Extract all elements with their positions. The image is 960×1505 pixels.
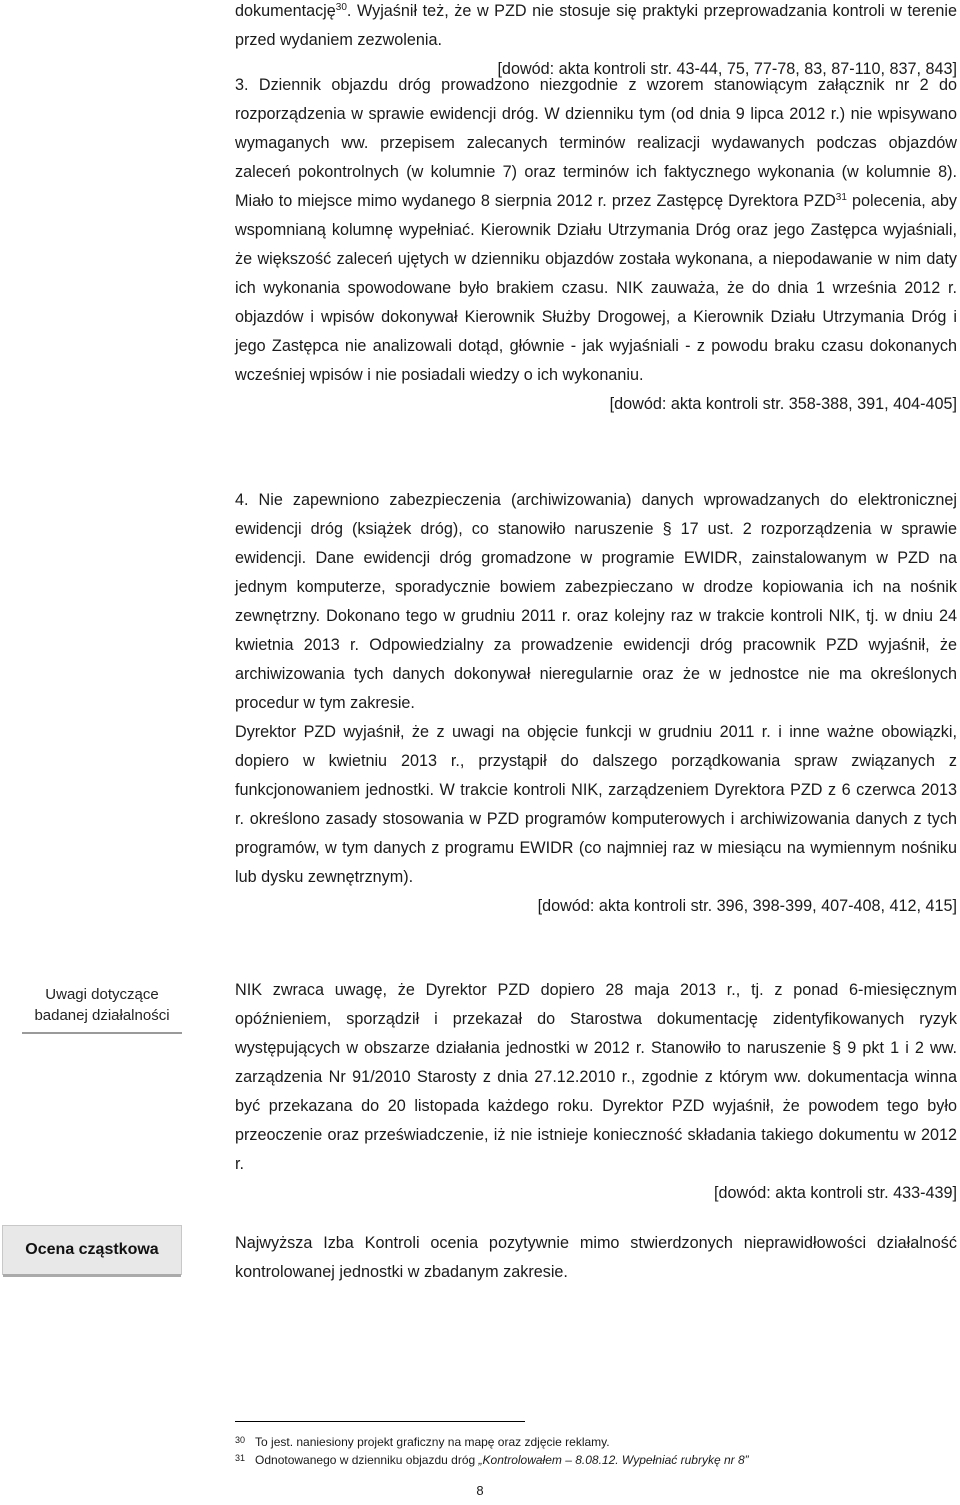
evidence-reference: [dowód: akta kontroli str. 358-388, 391, 404-405] xyxy=(609,395,957,413)
paragraph: Dyrektor PZD wyjaśnił, że z uwagi na objęcie funkcji w grudniu 2011 r. i inne ważne obowiązki, dopiero w kwietniu 2013 r., przystąpił do dalszego porządkowania spraw związanych z funkcjonowaniem jednostki. W trakcie kontroli NIK, zarządzeniem Dyrektora PZD z 6 czerwca 2013 r. określono zasady stosowania w PZD programów komputerowych i archiwizowania danych z tych programów, w tym danych z programu EWIDR (co najmniej raz w miesiącu na wymiennym nośniku lub dysku zewnętrznym). xyxy=(235,723,957,886)
footnote-30: $^{30}$ To jest. naniesiony projekt graficzny na mapę oraz zdjęcie reklamy. xyxy=(235,1435,610,1449)
paragraph: 4. Nie zapewniono zabezpieczenia (archiwizowania) danych wprowadzanych do elektronicznej ewidencji dróg (książek dróg), co stanowiło naruszenie § 17 ust. 2 rozporządzenia w sprawie ewidencji. Dane ewidencji dróg gromadzone w programie EWIDR, zainstalowanym w PZD na jednym komputerze, sporadycznie bowiem zabezpieczano w drodze kopiowania ich na nośnik zewnętrzny. Dokonano tego w grudniu 2011 r. oraz kolejny raz w trakcie kontroli NIK, tj. w dniu 24 kwietnia 2013 r. Odpowiedzialny za prowadzenie ewidencji dróg pracownik PZD wyjaśnił, że archiwizowania tych danych dokonywał nieregularnie oraz że w jednostce nie ma określonych procedur w tym zakresie. xyxy=(235,491,957,712)
paragraph: 3. Dziennik objazdu dróg prowadzono niezgodnie z wzorem stanowiącym załącznik nr 2 do rozporządzenia w sprawie ewidencji dróg. W dzienniku tym (od dnia 9 lipca 2012 r.) nie wpisywano wymaganych ww. przepisem zalecanych terminów realizacji wydawanych podczas objazdów zaleceń pokontrolnych (w kolumnie 7) oraz terminów ich faktycznego wykonania (w kolumnie 8). Miało to miejsce mimo wydanego 8 sierpnia 2012 r. przez Zastępcę Dyrektora PZD$^{31}$ polecenia, aby wspomnianą kolumnę wypełniać. Kierownik Działu Utrzymania Dróg oraz jego Zastępca wyjaśniali, że większość zaleceń ujętych w dzienniku objazdów została wykonana, a niepodawanie w nim daty ich wykonania spowodowane było brakiem czasu. NIK zauważa, że do dnia 1 września 2012 r. objazdów i wpisów dokonywał Kierownik Służby Drogowej, a Kierownik Działu Utrzymania Dróg i jego Zastępca nie analizowali dotąd, głównie - jak wyjaśniali - z powodu braku czasu dokonanych wcześniej wpisów i nie posiadali wiedzy o ich wykonaniu. xyxy=(235,76,957,384)
page-number: 8 xyxy=(476,1483,484,1498)
block-remarks xyxy=(235,976,957,1208)
block-assessment xyxy=(235,1229,957,1287)
footnote-31: $^{31}$ Odnotowanego w dzienniku objazdu dróg „Kontrolowałem – 8.08.12. Wypełniać rubrykę nr 8” xyxy=(235,1453,749,1467)
paragraph: NIK zwraca uwagę, że Dyrektor PZD dopiero 28 maja 2013 r., tj. z ponad 6-miesięcznym opóźnieniem, sporządził i przekazał do Starostwa dokumentację zidentyfikowanych ryzyk występujących w obszarze działania jednostki w 2012 r. Stanowiło to naruszenie § 9 pkt 1 i 2 ww. zarządzenia Nr 91/2010 Starosty z dnia 27.12.2010 r., zgodnie z którym ww. dokumentacja winna być przekazana do 20 listopada każdego roku. Dyrektor PZD wyjaśnił, że powodem tego było przeoczenie oraz przeświadczenie, iż nie istnieje konieczność składania takiego dokumentu w 2012 r. xyxy=(235,981,957,1173)
paragraph: Najwyższa Izba Kontroli ocenia pozytywnie mimo stwierdzonych nieprawidłowości działalność kontrolowanej jednostki w zbadanym zakresie. xyxy=(235,1234,957,1281)
block-data-archiving xyxy=(235,486,957,921)
footnotes xyxy=(235,1432,935,1468)
remarks-label: Uwagi dotyczące badanej działalności xyxy=(22,984,182,1034)
divider xyxy=(22,1032,182,1034)
footnote-ref[interactable]: 31 xyxy=(835,192,847,203)
footnote-divider xyxy=(235,1421,525,1422)
evidence-reference: [dowód: akta kontroli str. 43-44, 75, 77-78, 83, 87-110, 837, 843] xyxy=(497,60,957,78)
evidence-reference: [dowód: akta kontroli str. 433-439] xyxy=(714,1184,957,1202)
block-road-journal xyxy=(235,71,957,419)
evidence-reference: [dowód: akta kontroli str. 396, 398-399, 407-408, 412, 415] xyxy=(537,897,957,915)
paragraph: dokumentację$^{30}$. Wyjaśnił też, że w PZD nie stosuje się praktyki przeprowadzania kontroli w terenie przed wydaniem zezwolenia. xyxy=(235,2,957,49)
footnote-ref[interactable]: 30 xyxy=(335,2,347,13)
assessment-label: Ocena cząstkowa xyxy=(2,1225,182,1275)
